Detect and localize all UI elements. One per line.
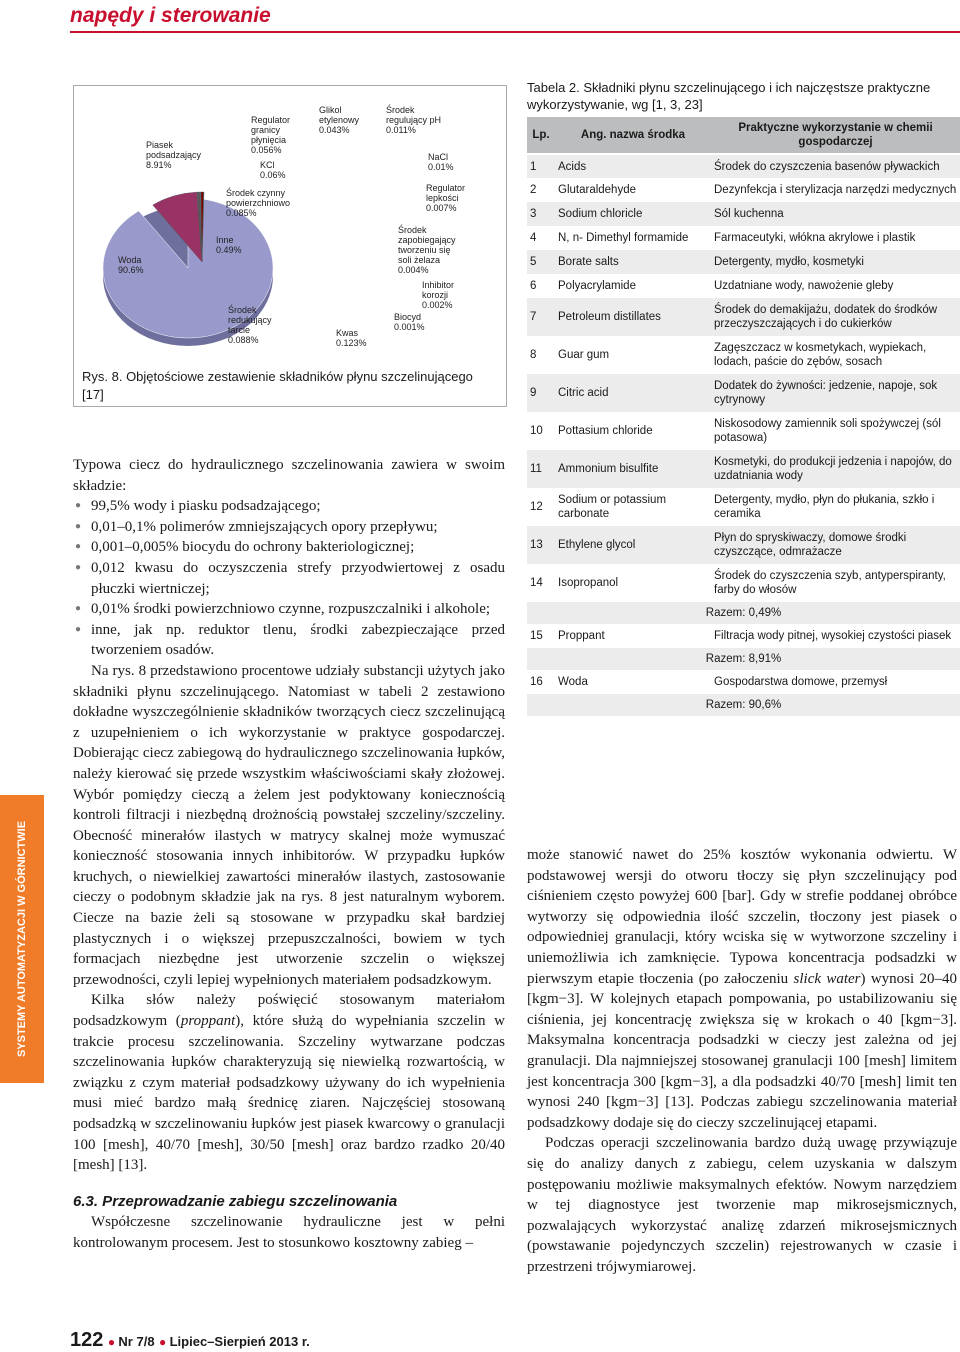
table-cell-use: Sól kuchenna <box>714 208 784 220</box>
text-run: ) wynosi 20–40 [kgm−3]. W kolejnych etapach pompowania, po ustabilizowaniu się ciśnienia, jej koncentrację zwiększa się w krokach o 40 [kgm−3]. Maksymalna koncentracja podsadzki w cieczy jest zależna od jej granulacji. Dla najmniejszej stosowanej granulacji 100 [mesh] limitem jest koncentracja 300 [kgm−3], a dla podsadzki 40/70 [mesh] limit ten wynosi 240 [kgm−3] [13]. Podczas zabiegu szczelinowania materiał podsadzkowy dodaje się do cieczy szczelinującej etapami. <box>527 970 957 1131</box>
table-row <box>527 670 960 694</box>
pie-label: Inne 0.49% <box>216 235 242 255</box>
table-cell-name: Polyacrylamide <box>558 280 636 292</box>
paragraph <box>527 845 957 1133</box>
table-cell-lp: 4 <box>530 232 537 244</box>
table-row <box>527 624 960 648</box>
table-row <box>527 178 960 202</box>
table-cell-lp: 9 <box>530 387 537 399</box>
table-cell-lp: 11 <box>530 463 542 475</box>
table-cell-use: Niskosodowy zamiennik soli spożywczej (sól potasowa) <box>714 418 941 444</box>
table-row <box>527 274 960 298</box>
table-cell-use: Zagęszczacz w kosmetykach, wypiekach, lodach, paście do zębów, sosach <box>714 342 927 368</box>
pie-label: KCl 0.06% <box>260 160 286 180</box>
left-column <box>73 455 505 1254</box>
pie-label: Środek czynny powierzchniowo 0.085% <box>226 188 291 218</box>
table-cell-lp: 15 <box>530 630 543 642</box>
bullet-dot: ● <box>159 1335 170 1349</box>
side-tab <box>0 795 44 1083</box>
table-cell-lp: 13 <box>530 539 543 551</box>
list-item: ● 0,01–0,1% polimerów zmniejszających opory przepływu; <box>73 517 505 538</box>
table-cell-use: Detergenty, mydło, płyn do płukania, szkło i ceramika <box>714 494 935 520</box>
table-cell-lp: 14 <box>530 577 543 589</box>
pie-label: Środek redukujący tarcie 0.088% <box>228 305 272 345</box>
table-cell-total: Razem: 8,91% <box>705 653 782 665</box>
header-rule <box>70 31 960 33</box>
table-cell-name: Sodium or potassium carbonate <box>558 494 667 520</box>
pie-label: Inhibitor korozji 0.002% <box>422 280 455 310</box>
table-cell-use: Filtracja wody pitnej, wysokiej czystości piasek <box>714 630 952 642</box>
table-cell-lp: 2 <box>530 184 537 196</box>
pie-label: Woda 90.6% <box>118 255 144 275</box>
pie-label: Regulator lepkości 0.007% <box>426 183 466 213</box>
page-number: 122 <box>70 1329 104 1351</box>
table-row <box>527 602 960 624</box>
section-heading: 6.3. Przeprowadzanie zabiegu szczelinowania <box>73 1192 398 1210</box>
text-run: ), które służą do wypełniania szczelin w trakcie procesu szczelinowania. Szczeliny wytwarzane podczas szczelinowania łupków charakteryzują się niewielką rozwartością, w związku z czym materiał podsadzkowy używany do ich wypełnienia musi mieć bardzo małą średnicę ziaren. Najczęściej stosowaną podsadzką w szczelinowaniu łupków jest piasek kwarcowy o granulacji 100 [mesh], 40/70 [mesh], 30/50 [mesh] oraz bardzo rzadko 20/40 [mesh] [13]. <box>73 1013 505 1174</box>
table-cell-name: Guar gum <box>558 349 610 361</box>
right-column <box>527 845 957 1277</box>
paragraph: Współczesne szczelinowanie hydrauliczne jest w pełni kontrolowanym procesem. Jest to stosunkowo kosztowny zabieg – <box>73 1214 505 1251</box>
table-header-row <box>527 117 960 154</box>
pie-label: Piasek podsadzający 8.91% <box>146 140 202 170</box>
text-run: Kilka słów należy poświęcić stosowanym materiałom podsadzkowym ( <box>73 992 505 1030</box>
list-item: ● inne, jak np. reduktor tlenu, środki zabezpieczające przed tworzeniem osadów. <box>73 620 505 661</box>
table-cell-name: Ammonium bisulfite <box>558 463 659 475</box>
table-row <box>527 336 960 374</box>
table-cell-name: Isopropanol <box>558 577 619 589</box>
table-cell-name: Petroleum distillates <box>558 311 661 323</box>
section-header: napędy i sterowanie <box>70 4 271 27</box>
table-cell-use: Dezynfekcja i sterylizacja narzędzi medycznych <box>714 184 957 196</box>
table-row <box>527 202 960 226</box>
table-cell-lp: 12 <box>530 501 543 513</box>
table-row <box>527 226 960 250</box>
table-cell-lp: 3 <box>530 208 537 220</box>
list-item: ● 99,5% wody i piasku podsadzającego; <box>73 496 505 517</box>
pie-label: Glikol etylenowy 0.043% <box>319 105 360 135</box>
paragraph: Podczas operacji szczelinowania bardzo dużą uwagę przywiązuje się do analizy danych z zabiegu, celem uzyskania w dalszym postępowaniu możliwie maksymalnych efektów. Nowym narzędziem w tej diagnostyce jest tworzenie map mikrosejsmicznych, pozwalających wykorzystać analizę zdarzeń mikrosejsmicznych (powstawanie pojedynczych szczelin) rejestrowanych w czasie i przestrzeni trójwymiarowej. <box>527 1135 957 1275</box>
table-cell-name: Woda <box>558 676 588 688</box>
pie-label: Kwas 0.123% <box>336 328 367 348</box>
table-cell-use: Środek do czyszczenia basenów pływackich <box>714 160 940 173</box>
figure-8 <box>73 85 507 407</box>
th-use: Praktyczne wykorzystanie w chemii gospodarczej <box>711 117 960 154</box>
footer <box>70 1329 310 1352</box>
pie-label: Środek zapobiegający tworzeniu się soli żelaza 0.004% <box>398 225 456 275</box>
table-body <box>527 154 960 716</box>
th-name: Ang. nazwa środka <box>555 117 711 154</box>
side-tab-label: SYSTEMY AUTOMATYZACJI W GÓRNICTWIE <box>16 820 28 1058</box>
text-run: może stanowić nawet do 25% kosztów wykonania odwiertu. W podstawowej wersji do otworu tłoczy się płyn szczelinujący pod ciśnieniem często powyżej 600 [bar]. Gdy w strefie poddanej obróbce wytworzy się odpowiednia ilość szczelin, tłoczony jest piasek o odpowiedniej granulacji, który wciska się w wytworzone szczeliny i uniemożliwia ich zamknięcie. Typowa koncentracja podsadzki w pierwszym etapie tłoczenia (po załoczeniu <box>527 847 957 987</box>
table-cell-use: Detergenty, mydło, kosmetyki <box>714 256 864 268</box>
composition-list <box>73 496 505 661</box>
list-item: ● 0,001–0,005% biocydu do ochrony bakteriologicznej; <box>73 537 505 558</box>
table-caption: Tabela 2. Składniki płynu szczelinującego i ich najczęstsze praktyczne wykorzystywanie, wg [1, 3, 23] <box>527 80 931 112</box>
table-cell-name: Ethylene glycol <box>558 539 636 551</box>
th-lp: Lp. <box>527 117 555 154</box>
table-2 <box>527 117 960 716</box>
paragraph <box>73 990 505 1175</box>
table-cell-name: Proppant <box>558 630 605 642</box>
table-cell-use: Kosmetyki, do produkcji jedzenia i napojów, do uzdatniania wody <box>714 456 952 482</box>
paragraph: Na rys. 8 przedstawiono procentowe udziały substancji użytych jako składniki płynu szczelinującego. Natomiast w tabeli 2 zestawiono dokładne wyszczególnienie składników tworzących ciecz szczelinującą z uzupełnieniem o ich wykorzystanie w praktyce gospodarczej. Dobierając ciecz zabiegową do hydraulicznego szczelinowania łupków, należy kierować się przede wszystkim właściwościami skały złożowej. Wybór pomiędzy cieczą a żelem jest podyktowany koniecznością kontroli filtracji i niezbędną drożnością powstałej szczeliny/szczeliny. Obecność minerałów ilastych w matrycy skalnej może wymuszać konieczność stosowania innych inhibitorów. W przypadku łupków kruchych, o niewielkiej zawartości minerałów ilastych, zastosowanie cieczy o podobnym składzie jak na rys. 8 jest naturalnym wyborem. Ciecze na bazie żeli są stosowane w przypadku skał bardziej plastycznych i o większej przepuszczalności, bowiem w tych formacjach niezbędne jest utworzenie szczelin o większej przewodności, czyli lepiej wypełnionych materiałem podsadzkowym. <box>73 662 505 988</box>
figure-caption: Rys. 8. Objętościowe zestawienie składników płynu szczelinującego [17] <box>82 369 473 402</box>
table-cell-lp: 7 <box>530 311 537 323</box>
table-cell-lp: 8 <box>530 349 537 361</box>
pie-label: Biocyd 0.001% <box>394 312 425 332</box>
table-cell-use: Środek do demakijażu, dodatek do środków przeczyszczających i do cukierków <box>714 304 938 330</box>
table-cell-lp: 6 <box>530 280 537 292</box>
issue-number: Nr 7/8 <box>118 1334 155 1349</box>
table-cell-use: Gospodarstwa domowe, przemysł <box>714 676 888 688</box>
table-row <box>527 564 960 602</box>
table-cell-name: Citric acid <box>558 387 609 399</box>
table-row <box>527 250 960 274</box>
list-item: ● 0,01% środki powierzchniowo czynne, rozpuszczalniki i alkohole; <box>73 599 505 620</box>
table-row <box>527 648 960 670</box>
bullet-dot: ● <box>107 1335 119 1349</box>
table-cell-use: Farmaceutyki, włókna akrylowe i plastik <box>714 232 916 244</box>
table-cell-use: Środek do czyszczenia szyb, antyperspiranty, farby do włosów <box>714 570 946 596</box>
table-row <box>527 450 960 488</box>
table-cell-lp: 16 <box>530 676 543 688</box>
table-cell-lp: 10 <box>530 425 543 437</box>
table-cell-lp: 5 <box>530 256 537 268</box>
table-cell-total: Razem: 0,49% <box>705 607 782 619</box>
pie-label: Regulator granicy płynięcia 0.056% <box>251 115 291 155</box>
emphasis: slick water <box>793 970 861 987</box>
table-cell-use: Dodatek do żywności: jedzenie, napoje, sok cytrynowy <box>714 380 938 406</box>
table-cell-name: Glutaraldehyde <box>558 184 636 196</box>
pie-label: Środek regulujący pH 0.011% <box>386 105 442 135</box>
table-row <box>527 694 960 716</box>
table-row <box>527 374 960 412</box>
table-cell-use: Uzdatniane wody, nawożenie gleby <box>714 280 894 292</box>
table-row <box>527 526 960 564</box>
list-item: ● 0,012 kwasu do oczyszczenia strefy przyodwiertowej z osadu płuczki wiertniczej; <box>73 558 505 599</box>
intro-paragraph: Typowa ciecz do hydraulicznego szczelinowania zawiera w swoim składzie: <box>73 457 505 494</box>
table-cell-total: Razem: 90,6% <box>705 699 782 711</box>
table-row <box>527 154 960 178</box>
table-cell-name: Sodium chloricle <box>558 208 643 220</box>
table-row <box>527 488 960 526</box>
table-cell-name: N, n- Dimethyl formamide <box>558 232 689 244</box>
table-cell-name: Acids <box>558 160 587 173</box>
table-cell-use: Płyn do spryskiwaczy, domowe środki czyszczące, odmrażacze <box>714 532 907 558</box>
pie-label: NaCl 0.01% <box>428 152 454 172</box>
emphasis: proppant <box>180 1013 236 1030</box>
issue-date: Lipiec–Sierpień 2013 r. <box>169 1334 310 1349</box>
table-cell-name: Borate salts <box>558 256 619 268</box>
table-cell-name: Pottasium chloride <box>558 425 653 437</box>
table-row <box>527 412 960 450</box>
pie-chart <box>76 88 504 348</box>
table-cell-lp: 1 <box>530 160 537 173</box>
table-row <box>527 298 960 336</box>
